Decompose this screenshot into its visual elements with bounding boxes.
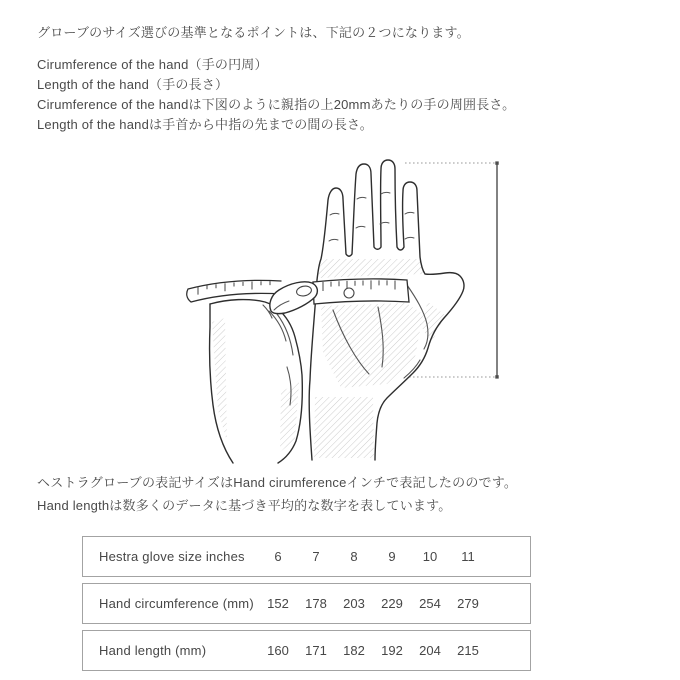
size-value: 229 — [381, 596, 403, 611]
intro-heading: グローブのサイズ選びの基準となるポイントは、下記の２つになります。 — [37, 25, 470, 40]
size-value: 279 — [457, 596, 479, 611]
point-length-desc: Length of the handは手首から中指の先までの間の長さ。 — [37, 117, 373, 132]
size-value: 6 — [274, 549, 282, 564]
size-value: 9 — [388, 549, 396, 564]
size-notes — [37, 471, 517, 517]
size-value: 204 — [419, 643, 441, 658]
measure-points — [37, 55, 515, 135]
tape-zero-mark — [344, 288, 354, 298]
note-hand-length: Hand lengthは数多くのデータに基づき平均的な数字を表しています。 — [37, 498, 452, 513]
measured-hand — [309, 160, 464, 460]
size-value: 11 — [461, 549, 475, 564]
measuring-tape-band — [313, 279, 409, 304]
hand-measurement-illustration — [173, 152, 503, 472]
measuring-hand — [187, 280, 318, 463]
row-label: Hand length (mm) — [99, 643, 207, 658]
size-value: 178 — [305, 596, 327, 611]
size-value: 192 — [381, 643, 403, 658]
size-value: 10 — [422, 549, 438, 564]
size-value: 171 — [305, 643, 327, 658]
size-value: 152 — [267, 596, 289, 611]
measuring-tape-end — [187, 280, 283, 302]
point-length-title: Length of the hand（手の長さ） — [37, 77, 229, 92]
size-value: 215 — [457, 643, 479, 658]
glove-size-table — [82, 536, 531, 671]
size-value: 7 — [312, 549, 320, 564]
size-value: 182 — [343, 643, 365, 658]
size-value: 160 — [267, 643, 289, 658]
table-row-circumference — [82, 583, 531, 624]
point-circumference-desc: Cirumference of the handは下図のように親指の上20mmあたりの手の周囲長さ。 — [37, 97, 516, 112]
table-row-hand-length — [82, 630, 531, 671]
size-value: 203 — [343, 596, 365, 611]
size-value: 254 — [419, 596, 441, 611]
row-label: Hand circumference (mm) — [99, 596, 254, 611]
note-size-notation: ヘストラグローブの表記サイズはHand cirumferenceインチで表記したののです。 — [37, 475, 518, 490]
table-row-size-inches — [82, 536, 531, 577]
size-value: 8 — [350, 549, 358, 564]
row-label: Hestra glove size inches — [99, 549, 245, 564]
point-circumference-title: Cirumference of the hand（手の円周） — [37, 57, 268, 72]
